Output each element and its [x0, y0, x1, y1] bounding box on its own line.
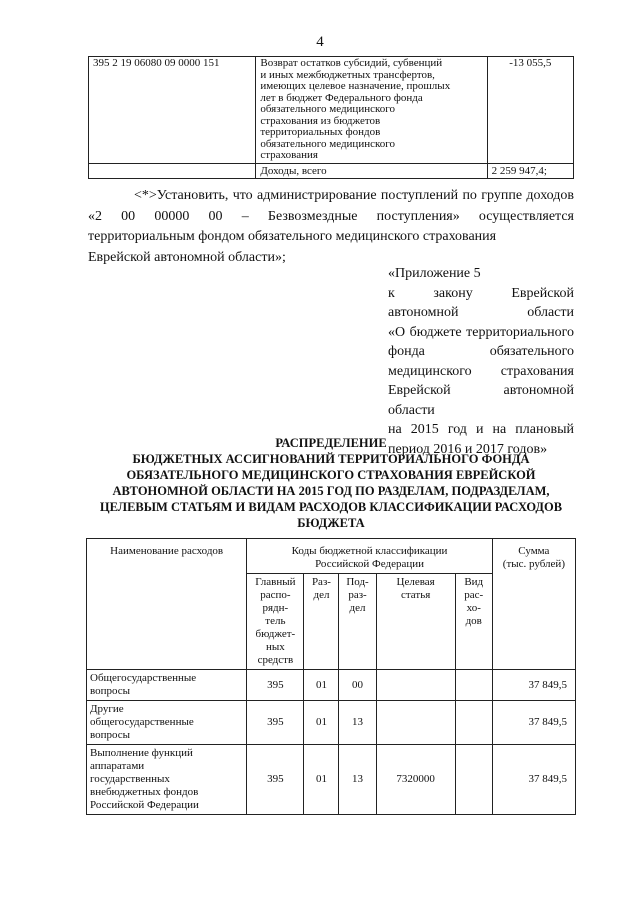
revenue-name-line: имеющих целевое назначение, прошлых [260, 80, 451, 92]
row-razdel: 01 [304, 670, 339, 701]
row-name-line: вопросы [90, 685, 131, 697]
row-name-line: Общегосударственные [90, 672, 197, 684]
header-podrazdel-line: Под- [346, 576, 369, 588]
row-vid [455, 745, 492, 815]
page-number: 4 [316, 34, 324, 50]
revenue-name-line: Возврат остатков субсидий, субвенций [260, 57, 443, 69]
revenue-amount-cell: -13 055,5 [487, 57, 573, 164]
header-razdel [304, 574, 339, 670]
row-name-line: Российской Федерации [90, 799, 199, 811]
revenue-total-empty-cell [89, 163, 256, 178]
header-vid-line: рас- [464, 589, 484, 601]
revenue-code-cell: 395 2 19 06080 09 0000 151 [89, 57, 256, 164]
appendix-line: «Приложение 5 [388, 266, 481, 281]
row-sum: 37 849,5 [492, 670, 575, 701]
header-glavny [247, 574, 304, 670]
revenue-name-line: и иных межбюджетных трансфертов, [260, 68, 435, 81]
header-sum-line: (тыс. рублей) [502, 558, 565, 570]
row-podrazdel: 00 [339, 670, 376, 701]
header-vid-line: дов [465, 615, 482, 627]
revenue-total-row [89, 163, 574, 178]
revenue-total-label: Доходы, всего [256, 163, 487, 178]
appendix-line: период 2016 и 2017 годов» [388, 441, 548, 457]
appendix-line: фонда обязательного [388, 344, 574, 359]
header-podrazdel-line: дел [349, 602, 366, 614]
row-name-line: внебюджетных фондов [90, 786, 199, 798]
row-sum: 37 849,5 [492, 745, 575, 815]
administration-paragraph [88, 186, 574, 268]
row-name [87, 745, 247, 815]
header-glavny-line: рядн- [262, 602, 289, 614]
header-celevaya-line: статья [400, 589, 431, 601]
row-podrazdel: 13 [339, 701, 376, 745]
row-glavny: 395 [247, 701, 304, 745]
appendix-reference [388, 264, 574, 459]
row-celevaya: 7320000 [376, 745, 455, 815]
header-podrazdel [339, 574, 376, 670]
appendix-line: медицинского страхования [388, 363, 574, 379]
row-name-line: государственных [90, 773, 170, 785]
appendix-line: к закону Еврейской [388, 285, 574, 301]
header-codes-line: Российской Федерации [315, 558, 424, 570]
row-name-line: Выполнение функций [90, 747, 193, 759]
heading-line: РАСПРЕДЕЛЕНИЕ [275, 436, 387, 450]
heading-line: БЮДЖЕТНЫХ АССИГНОВАНИЙ ТЕРРИТОРИАЛЬНОГО ФОНДА [132, 452, 530, 466]
row-glavny: 395 [247, 745, 304, 815]
appendix-line: «О бюджете территориального [388, 324, 574, 340]
row-glavny: 395 [247, 670, 304, 701]
row-podrazdel: 13 [339, 745, 376, 815]
revenue-table [88, 56, 574, 179]
revenue-name-line: страхования из бюджетов [260, 114, 381, 127]
header-glavny-line: тель [265, 615, 286, 627]
header-razdel-line: дел [313, 589, 330, 601]
header-glavny-line: Главный [255, 576, 296, 588]
revenue-name-line: страхования [260, 149, 318, 161]
header-codes [247, 539, 492, 574]
header-celevaya-line: Целевая [396, 576, 435, 588]
appendix-line: Еврейской автономной области [388, 383, 574, 418]
appendix-line: автономной области [388, 305, 574, 320]
revenue-name-line: территориальных фондов [260, 126, 381, 138]
row-name [87, 701, 247, 745]
row-celevaya [376, 701, 455, 745]
row-razdel: 01 [304, 745, 339, 815]
row-name-line: аппаратами [90, 760, 145, 772]
header-sum-line: Сумма [518, 545, 550, 557]
row-celevaya [376, 670, 455, 701]
header-vid-line: хо- [466, 602, 481, 614]
revenue-total-amount: 2 259 947,4; [487, 163, 573, 178]
row-vid [455, 701, 492, 745]
table-row [87, 745, 576, 815]
heading-line: БЮДЖЕТА [297, 516, 365, 530]
row-name-line: общегосударственные [90, 716, 194, 728]
revenue-row [89, 57, 574, 164]
heading-line: АВТОНОМНОЙ ОБЛАСТИ НА 2015 ГОД ПО РАЗДЕЛАМ, ПОДРАЗДЕЛАМ, [112, 484, 550, 498]
row-name-line: вопросы [90, 729, 131, 741]
header-podrazdel-line: раз- [348, 589, 367, 601]
header-celevaya [376, 574, 455, 670]
table-header-row [87, 539, 576, 574]
document-heading [88, 435, 574, 531]
paragraph-text-end: Еврейской автономной области»; [88, 249, 286, 265]
heading-line: ЦЕЛЕВЫМ СТАТЬЯМ И ВИДАМ РАСХОДОВ КЛАССИФИКАЦИИ РАСХОДОВ [99, 500, 563, 514]
row-vid [455, 670, 492, 701]
header-vid-line: Вид [464, 576, 484, 588]
table-row [87, 670, 576, 701]
paragraph-text: <*>Установить, что администрирование поступлений по группе доходов «2 00 00000 00 – Безвозмездные поступления» осуществляется территориальным фондом обязательного медицинского страхования [88, 188, 574, 244]
row-name [87, 670, 247, 701]
header-name: Наименование расходов [87, 539, 247, 670]
header-glavny-line: средств [257, 654, 294, 666]
appendix-line: на 2015 год и на плановый [388, 422, 574, 437]
header-razdel-line: Раз- [311, 576, 331, 588]
row-sum: 37 849,5 [492, 701, 575, 745]
revenue-name-line: обязательного медицинского [260, 103, 396, 115]
header-glavny-line: ных [265, 641, 285, 653]
allocation-table [86, 538, 576, 815]
row-razdel: 01 [304, 701, 339, 745]
header-vid [455, 574, 492, 670]
revenue-name-cell [256, 57, 487, 164]
header-glavny-line: распо- [260, 589, 291, 601]
revenue-name-line: лет в бюджет Федерального фонда [260, 91, 423, 104]
table-row [87, 701, 576, 745]
heading-line: ОБЯЗАТЕЛЬНОГО МЕДИЦИНСКОГО СТРАХОВАНИЯ ЕВРЕЙСКОЙ [126, 468, 536, 482]
header-sum [492, 539, 575, 670]
header-glavny-line: бюджет- [255, 628, 296, 640]
revenue-name-line: обязательного медицинского [260, 137, 396, 150]
row-name-line: Другие [90, 703, 124, 715]
header-codes-line: Коды бюджетной классификации [291, 545, 448, 557]
